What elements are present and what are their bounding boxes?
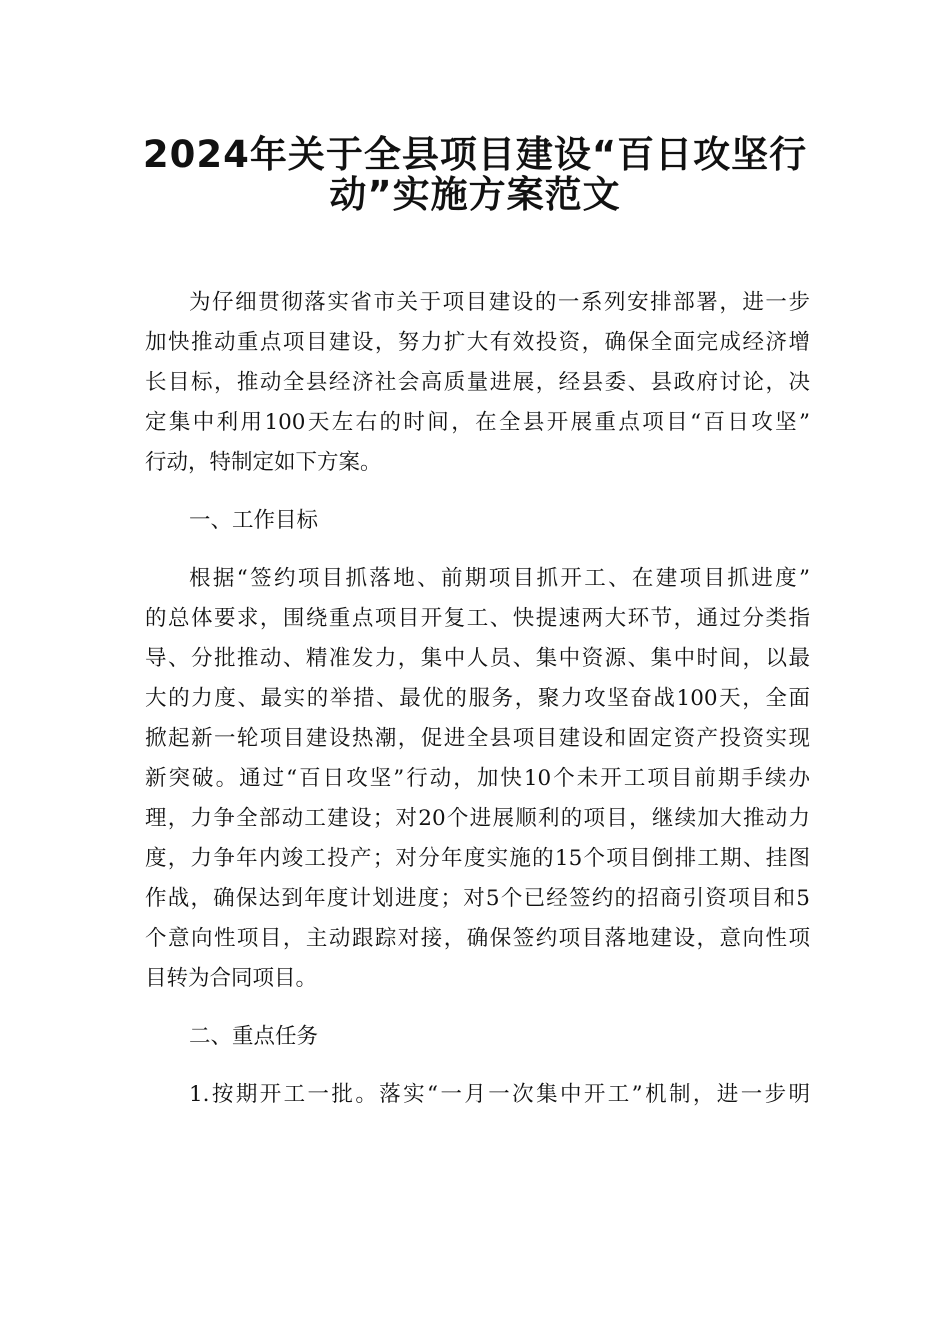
paragraph-line: 导、分批推动、精准发力，集中人员、集中资源、集中时间，以最 — [145, 646, 810, 671]
paragraph-line: 个意向性项目，主动跟踪对接，确保签约项目落地建设，意向性项 — [145, 926, 810, 951]
section-heading-tasks — [145, 1017, 810, 1057]
paragraph-line: 理，力争全部动工建设；对20个进展顺利的项目，继续加大推动力 — [145, 806, 810, 831]
paragraph-line: 行动，特制定如下方案。 — [145, 450, 382, 475]
intro-paragraph — [145, 283, 810, 483]
paragraph-line: 度，力争年内竣工投产；对分年度实施的15个项目倒排工期、挂图 — [145, 846, 810, 871]
paragraph-line: 为仔细贯彻落实省市关于项目建设的一系列安排部署，进一步 — [189, 290, 810, 315]
paragraph-line: 新突破。通过“百日攻坚”行动，加快10个未开工项目前期手续办 — [145, 766, 810, 791]
section-heading: 一、工作目标 — [189, 508, 319, 533]
paragraph-line: 作战，确保达到年度计划进度；对5个已经签约的招商引资项目和5 — [145, 886, 810, 911]
paragraph-line: 大的力度、最实的举措、最优的服务，聚力攻坚奋战100天，全面 — [145, 686, 810, 711]
task-paragraph — [145, 1075, 810, 1115]
goals-paragraph — [145, 559, 810, 999]
paragraph-line: 的总体要求，围绕重点项目开复工、快提速两大环节，通过分类指 — [145, 606, 810, 631]
title-line: 2024年关于全县项目建设“百日攻坚行 — [142, 133, 808, 176]
paragraph-line: 目转为合同项目。 — [145, 966, 318, 991]
document-title — [120, 125, 830, 216]
title-line: 动”实施方案范文 — [329, 173, 621, 216]
paragraph-line: 定集中利用100天左右的时间，在全县开展重点项目“百日攻坚” — [145, 410, 810, 435]
paragraph-line: 根据“签约项目抓落地、前期项目抓开工、在建项目抓进度” — [189, 566, 810, 591]
section-heading-goals — [145, 501, 810, 541]
paragraph-line: 掀起新一轮项目建设热潮，促进全县项目建设和固定资产投资实现 — [145, 726, 810, 751]
paragraph-line: 长目标，推动全县经济社会高质量进展，经县委、县政府讨论，决 — [145, 370, 810, 395]
document-body — [145, 283, 810, 1115]
paragraph-line: 加快推动重点项目建设，努力扩大有效投资，确保全面完成经济增 — [145, 330, 810, 355]
section-heading: 二、重点任务 — [189, 1024, 319, 1049]
paragraph-line: 1.按期开工一批。落实“一月一次集中开工”机制，进一步明 — [189, 1082, 810, 1107]
